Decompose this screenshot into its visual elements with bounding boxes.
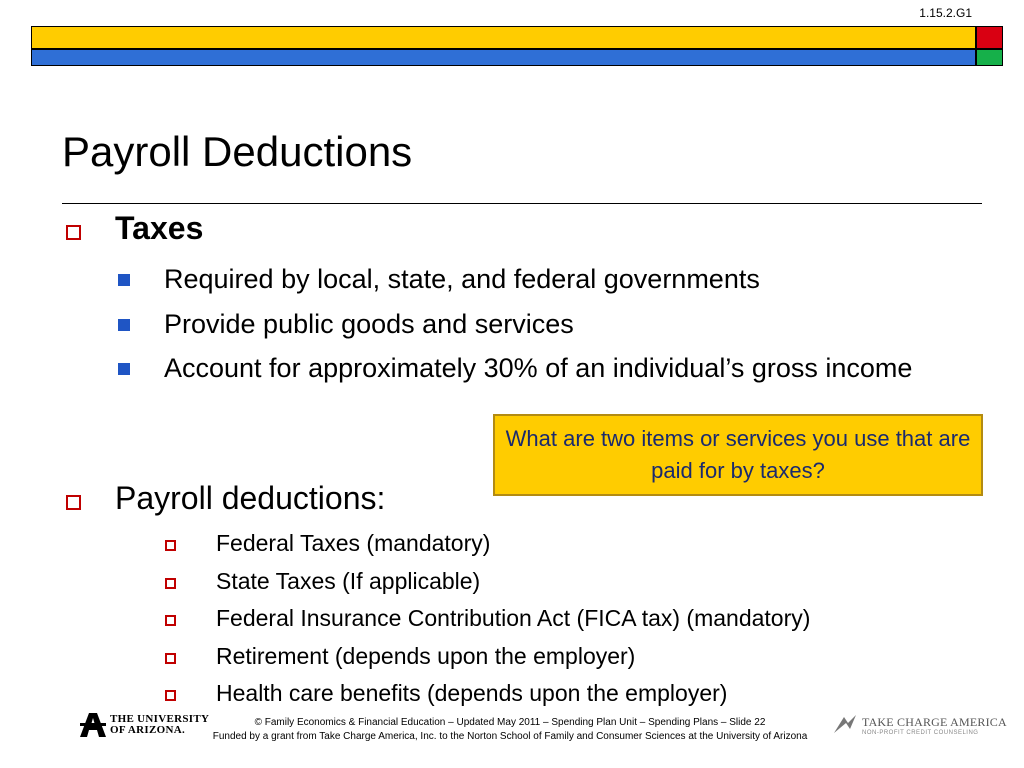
list-item: Federal Insurance Contribution Act (FICA tax) (mandatory): [216, 605, 811, 631]
slide-title: Payroll Deductions: [62, 128, 413, 175]
section-heading-payroll: Payroll deductions:: [115, 480, 386, 516]
bullet-hollow-small-icon: [165, 540, 176, 551]
bullet-hollow-small-icon: [165, 615, 176, 626]
bullet-hollow-icon: [66, 225, 81, 240]
bullet-hollow-small-icon: [165, 653, 176, 664]
take-charge-america-logo: [832, 713, 1007, 737]
bullet-square-icon: [118, 319, 130, 331]
tca-subtitle: NON-PROFIT CREDIT COUNSELING: [862, 729, 979, 736]
header-bar-blue: [31, 49, 976, 66]
footer-credits: [195, 716, 825, 744]
list-item: Account for approximately 30% of an individual’s gross income: [164, 353, 913, 383]
list-item: State Taxes (If applicable): [216, 568, 481, 594]
slide-code: 1.15.2.G1: [919, 6, 972, 20]
university-logo-line2: OF ARIZONA.: [110, 724, 186, 736]
list-item: Federal Taxes (mandatory): [216, 530, 491, 556]
bullet-hollow-icon: [66, 495, 81, 510]
title-rule: [62, 203, 982, 204]
block-a-icon: [80, 713, 106, 737]
university-logo-line1: THE UNIVERSITY: [110, 713, 210, 725]
bullet-hollow-small-icon: [165, 578, 176, 589]
header-square-red: [976, 26, 1003, 49]
list-item: Retirement (depends upon the employer): [216, 643, 636, 669]
list-item: Provide public goods and services: [164, 309, 574, 339]
list-item: Health care benefits (depends upon the employer): [216, 680, 728, 706]
callout-box: What are two items or services you use that are paid for by taxes?: [493, 414, 983, 496]
bullet-square-icon: [118, 274, 130, 286]
bullet-hollow-small-icon: [165, 690, 176, 701]
section-heading-taxes: Taxes: [115, 210, 204, 246]
header-square-green: [976, 49, 1003, 66]
footer-line-2: Funded by a grant from Take Charge America, Inc. to the Norton School of Family and Consumer Sciences at the University of Arizona: [212, 731, 808, 742]
list-item: Required by local, state, and federal governments: [164, 264, 760, 294]
bullet-square-icon: [118, 363, 130, 375]
footer-line-1: © Family Economics & Financial Education – Updated May 2011 – Spending Plan Unit – Spending Plans – Slide 22: [254, 717, 766, 728]
tca-swoosh-icon: [832, 713, 858, 737]
university-logo: [80, 713, 209, 737]
tca-name: TAKE CHARGE AMERICA: [862, 714, 1007, 729]
header-bar-yellow: [31, 26, 976, 49]
